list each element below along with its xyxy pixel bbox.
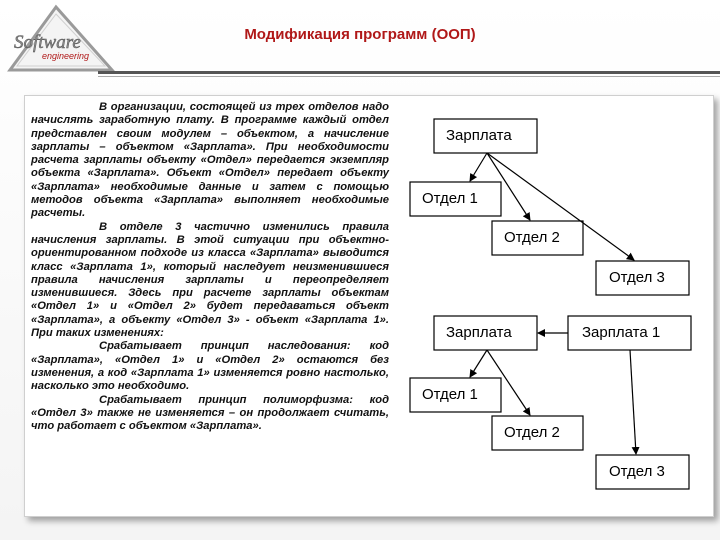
logo-text-software: Software [14, 32, 81, 53]
top-dept1-label: Отдел 1 [422, 190, 478, 207]
bottom-dept2-label: Отдел 2 [504, 424, 560, 441]
top-dept2-label: Отдел 2 [504, 229, 560, 246]
bottom-dept1-label: Отдел 1 [422, 386, 478, 403]
bottom-arrow-dept1 [470, 350, 487, 377]
bottom-dept3-label: Отдел 3 [609, 463, 665, 480]
bottom-arrow-dept3 [630, 350, 636, 454]
paragraph-2: В отделе 3 частично изменились правила начисления зарплаты. В этой ситуации при объектно-ориентированном подходе из класса «Зарплата» выводится класс «Зарплата 1», который наследует неизменившиеся правила начисления зарплаты и переопределяет изменившиеся. Здесь при расчете зарплаты объектам «Отдел 1» и «Отдел 2» будет передаваться объект «Зарплата», а объекту «Отдел 3» - объект «Зарплата 1». При таких изменениях: [31, 220, 389, 340]
bottom-salary1-label: Зарплата 1 [582, 324, 661, 341]
bottom-salary-label: Зарплата [446, 324, 512, 341]
top-salary-label: Зарплата [446, 127, 512, 144]
top-arrow-dept1 [470, 153, 487, 181]
paragraph-1: В организации, состоящей из трех отделов надо начислять заработную плату. В программе каждый отдел представлен своим модулем – объектом, а начисление зарплаты – объектом «Зарплата». При необходимости расчета зарплаты объекту «Отдел» передается экземпляр объекта «Зарплата». Объект «Отдел» передает объекту «Зарплата» необходимые данные и затем с помощью методов объекта «Зарплата» выполняет необходимые расчеты. [31, 101, 389, 220]
top-dept3-label: Отдел 3 [609, 269, 665, 286]
paragraph-3: Срабатывает принцип наследования: код «Зарплата», «Отдел 1» и «Отдел 2» остаются без изменения, а код «Зарплата 1» изменяется ровно настолько, насколько это необходимо. [31, 340, 389, 393]
logo-text-engineering: engineering [42, 51, 90, 61]
paragraph-4: Срабатывает принцип полиморфизма: код «Отдел 3» также не изменяется – он продолжает считать, что работает с объектом «Зарплата». [31, 393, 389, 433]
slide-title: Модификация программ (ООП) [244, 26, 476, 43]
